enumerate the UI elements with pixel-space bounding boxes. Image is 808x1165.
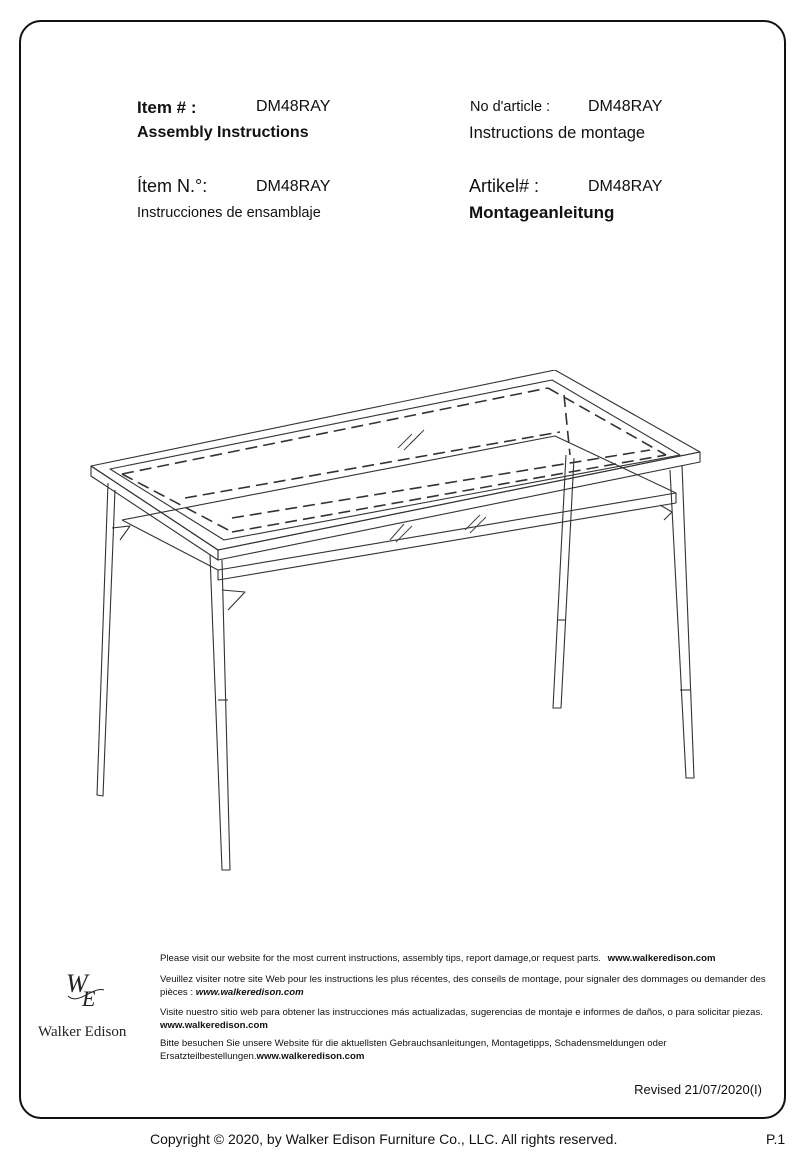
subtitle-de: Montageanleitung: [469, 203, 615, 222]
note-en: [160, 952, 766, 965]
subtitle-fr: Instructions de montage: [469, 124, 646, 142]
note-fr: [160, 973, 766, 999]
svg-text:W: W: [66, 969, 88, 998]
item-label-es: Ítem N.°:: [137, 176, 208, 196]
note-es: [160, 1006, 766, 1032]
note-en-text: Please visit our website for the most current instructions, assembly tips, report damage,or request parts.: [160, 953, 601, 964]
item-label-en: Item # :: [137, 98, 197, 117]
revised-date: Revised 21/07/2020(I): [634, 1082, 762, 1097]
item-label-fr: No d'article :: [470, 99, 551, 115]
website-link-fr[interactable]: www.walkeredison.com: [195, 987, 304, 998]
item-value-fr: DM48RAY: [588, 98, 663, 115]
note-es-text: Visite nuestro sitio web para obtener las instrucciones más actualizadas, sugerencias de montaje e informes de daños, o para solicitar piezas.: [160, 1007, 763, 1018]
website-link-es[interactable]: www.walkeredison.com: [160, 1020, 268, 1031]
item-value-en: DM48RAY: [256, 98, 331, 115]
subtitle-es: Instrucciones de ensamblaje: [137, 205, 321, 221]
page-number: P.1: [766, 1131, 786, 1147]
note-de-text: Bitte besuchen Sie unsere Website für die aktuellsten Gebrauchsanleitungen, Montagetipps, Schadensmeldungen oder Ersatzteilbestellungen.: [160, 1038, 667, 1062]
item-label-de: Artikel# :: [469, 176, 540, 196]
svg-text:E: E: [82, 986, 96, 1011]
brand-name: Walker Edison: [38, 1024, 127, 1040]
subtitle-en: Assembly Instructions: [137, 124, 309, 141]
note-fr-text: Veuillez visiter notre site Web pour les instructions les plus récentes, des conseils de montage, pour signaler des dommages ou demander des pièces :: [160, 974, 766, 998]
desk-illustration-icon: [80, 370, 720, 890]
item-value-es: DM48RAY: [256, 178, 331, 195]
website-link-de[interactable]: www.walkeredison.com: [256, 1051, 365, 1062]
note-de: [160, 1037, 766, 1063]
item-value-de: DM48RAY: [588, 178, 663, 195]
copyright-text: Copyright © 2020, by Walker Edison Furniture Co., LLC. All rights reserved.: [150, 1131, 618, 1147]
website-link-en[interactable]: www.walkeredison.com: [607, 953, 716, 964]
